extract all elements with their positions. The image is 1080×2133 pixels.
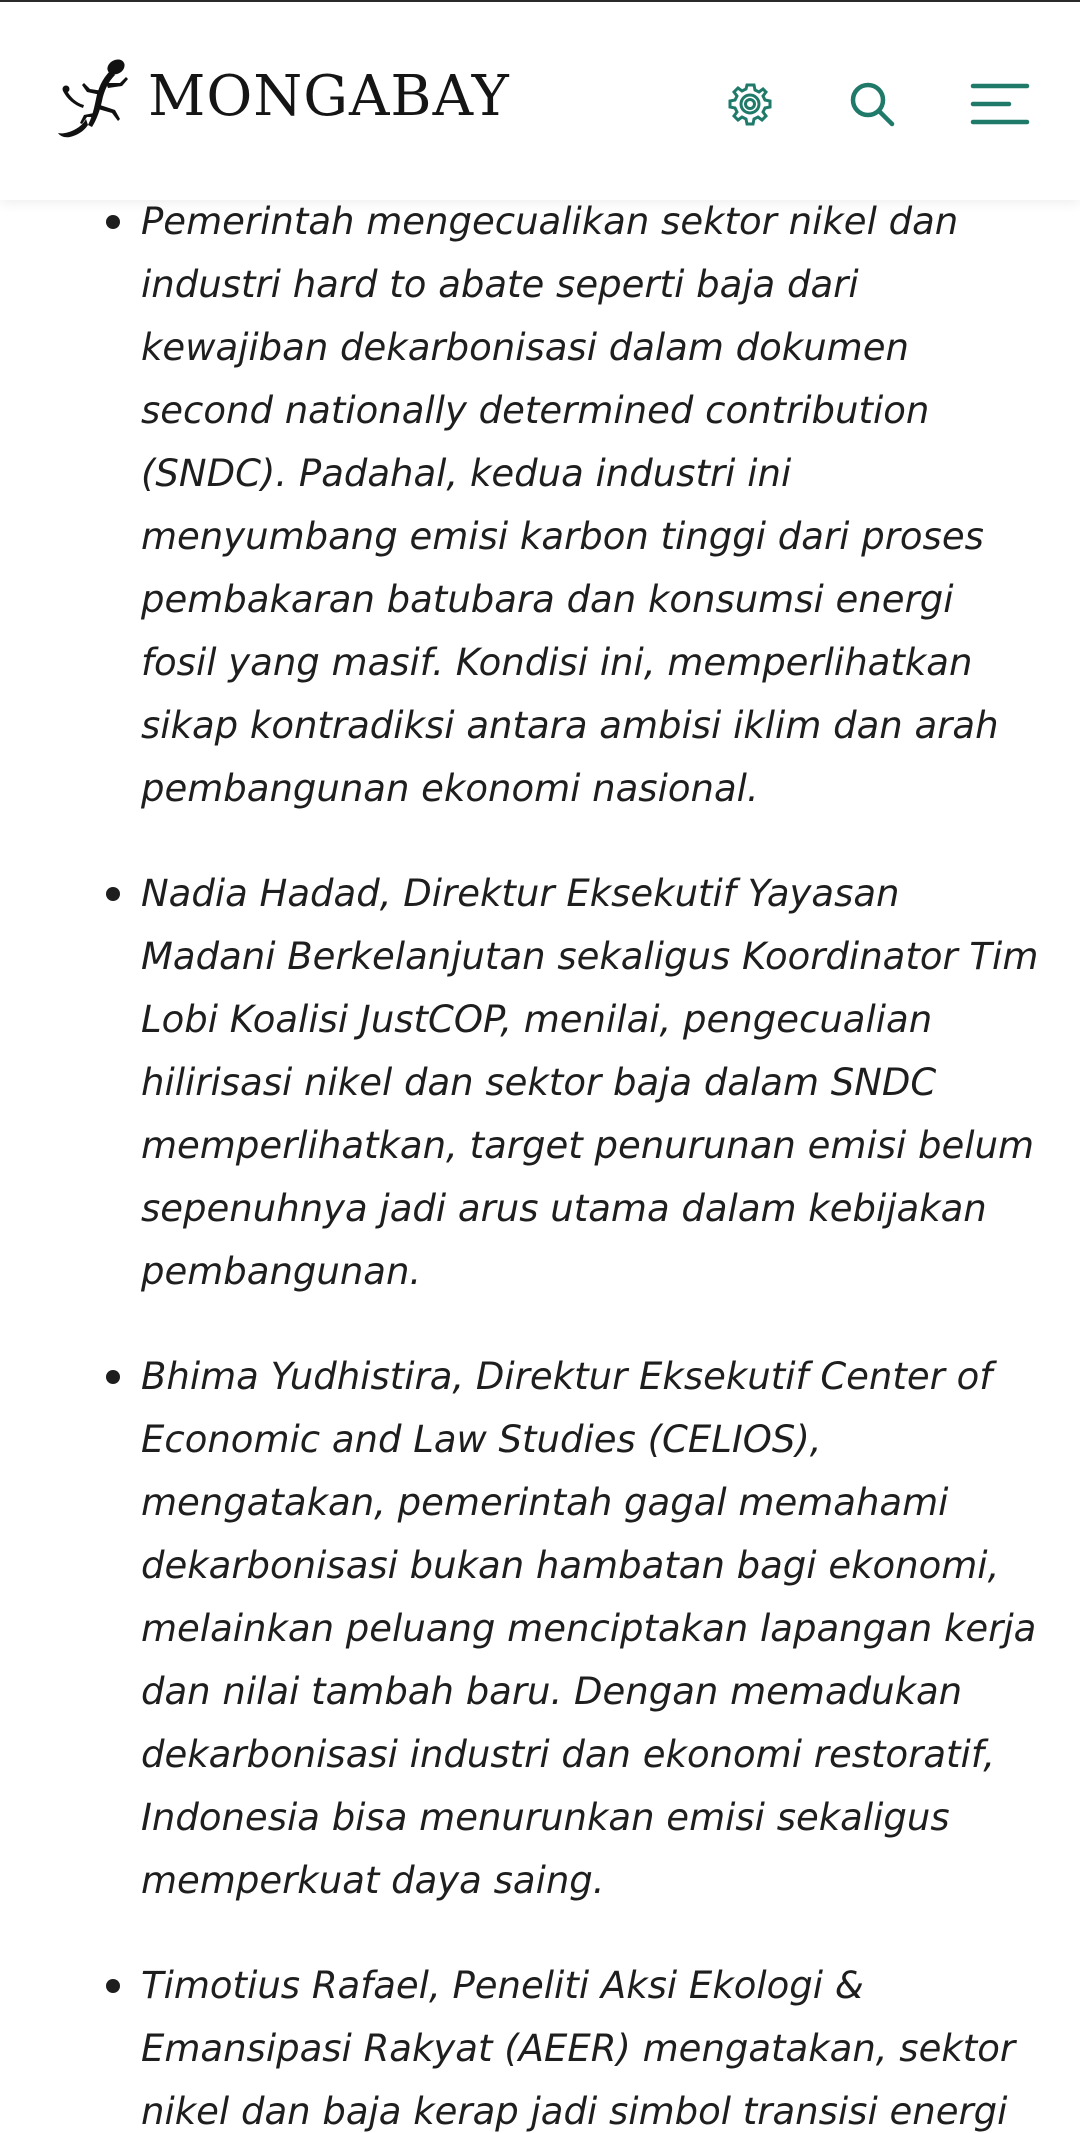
menu-button[interactable] [964,74,1036,134]
hamburger-menu-icon [969,81,1031,127]
list-item [0,1954,1080,2133]
summary-text: Nadia Hadad, Direktur Eksekutif Yayasan Madani Berkelanjutan sekaligus Koordinator Tim Lobi Koalisi JustCOP, menilai, pengecualian hilirisasi nikel dan sektor baja dalam SNDC memperlihatkan, target penurunan emisi belum sepenuhnya jadi arus utama dalam kebijakan pembangunan. [141,872,1039,1293]
list-item [0,190,1080,820]
list-item [0,1345,1080,1912]
brand-wordmark: MONGABAY [148,64,510,129]
bullet-dot [106,1979,120,1993]
gear-icon [727,81,773,127]
search-icon [847,79,897,129]
article-summary-list [0,190,1080,2133]
gecko-logo-icon [54,53,142,141]
site-header [0,2,1080,200]
bullet-dot [106,215,120,229]
bullet-dot [106,887,120,901]
bullet-dot [106,1370,120,1384]
summary-text: Bhima Yudhistira, Direktur Eksekutif Center of Economic and Law Studies (CELIOS), mengatakan, pemerintah gagal memahami dekarbonisasi bukan hambatan bagi ekonomi, melainkan peluang menciptakan lapangan kerja dan nilai tambah baru. Dengan memadukan dekarbonisasi industri dan ekonomi restoratif, Indonesia bisa menurunkan emisi sekaligus memperkuat daya saing. [141,1355,1037,1902]
summary-text: Timotius Rafael, Peneliti Aksi Ekologi & Emansipasi Rakyat (AEER) mengatakan, sektor nikel dan baja kerap jadi simbol transisi energi [141,1964,1016,2133]
summary-text: Pemerintah mengecualikan sektor nikel dan industri hard to abate seperti baja dari kewajiban dekarbonisasi dalam dokumen second nationally determined contribution (SNDC). Padahal, kedua industri ini menyumbang emisi karbon tinggi dari proses pembakaran batubara dan konsumsi energi fosil yang masif. Kondisi ini, memperlihatkan sikap kontradiksi antara ambisi iklim dan arah pembangunan ekonomi nasional. [141,200,999,810]
search-button[interactable] [842,74,902,134]
settings-button[interactable] [720,74,780,134]
list-item [0,862,1080,1303]
site-logo[interactable] [54,52,510,142]
